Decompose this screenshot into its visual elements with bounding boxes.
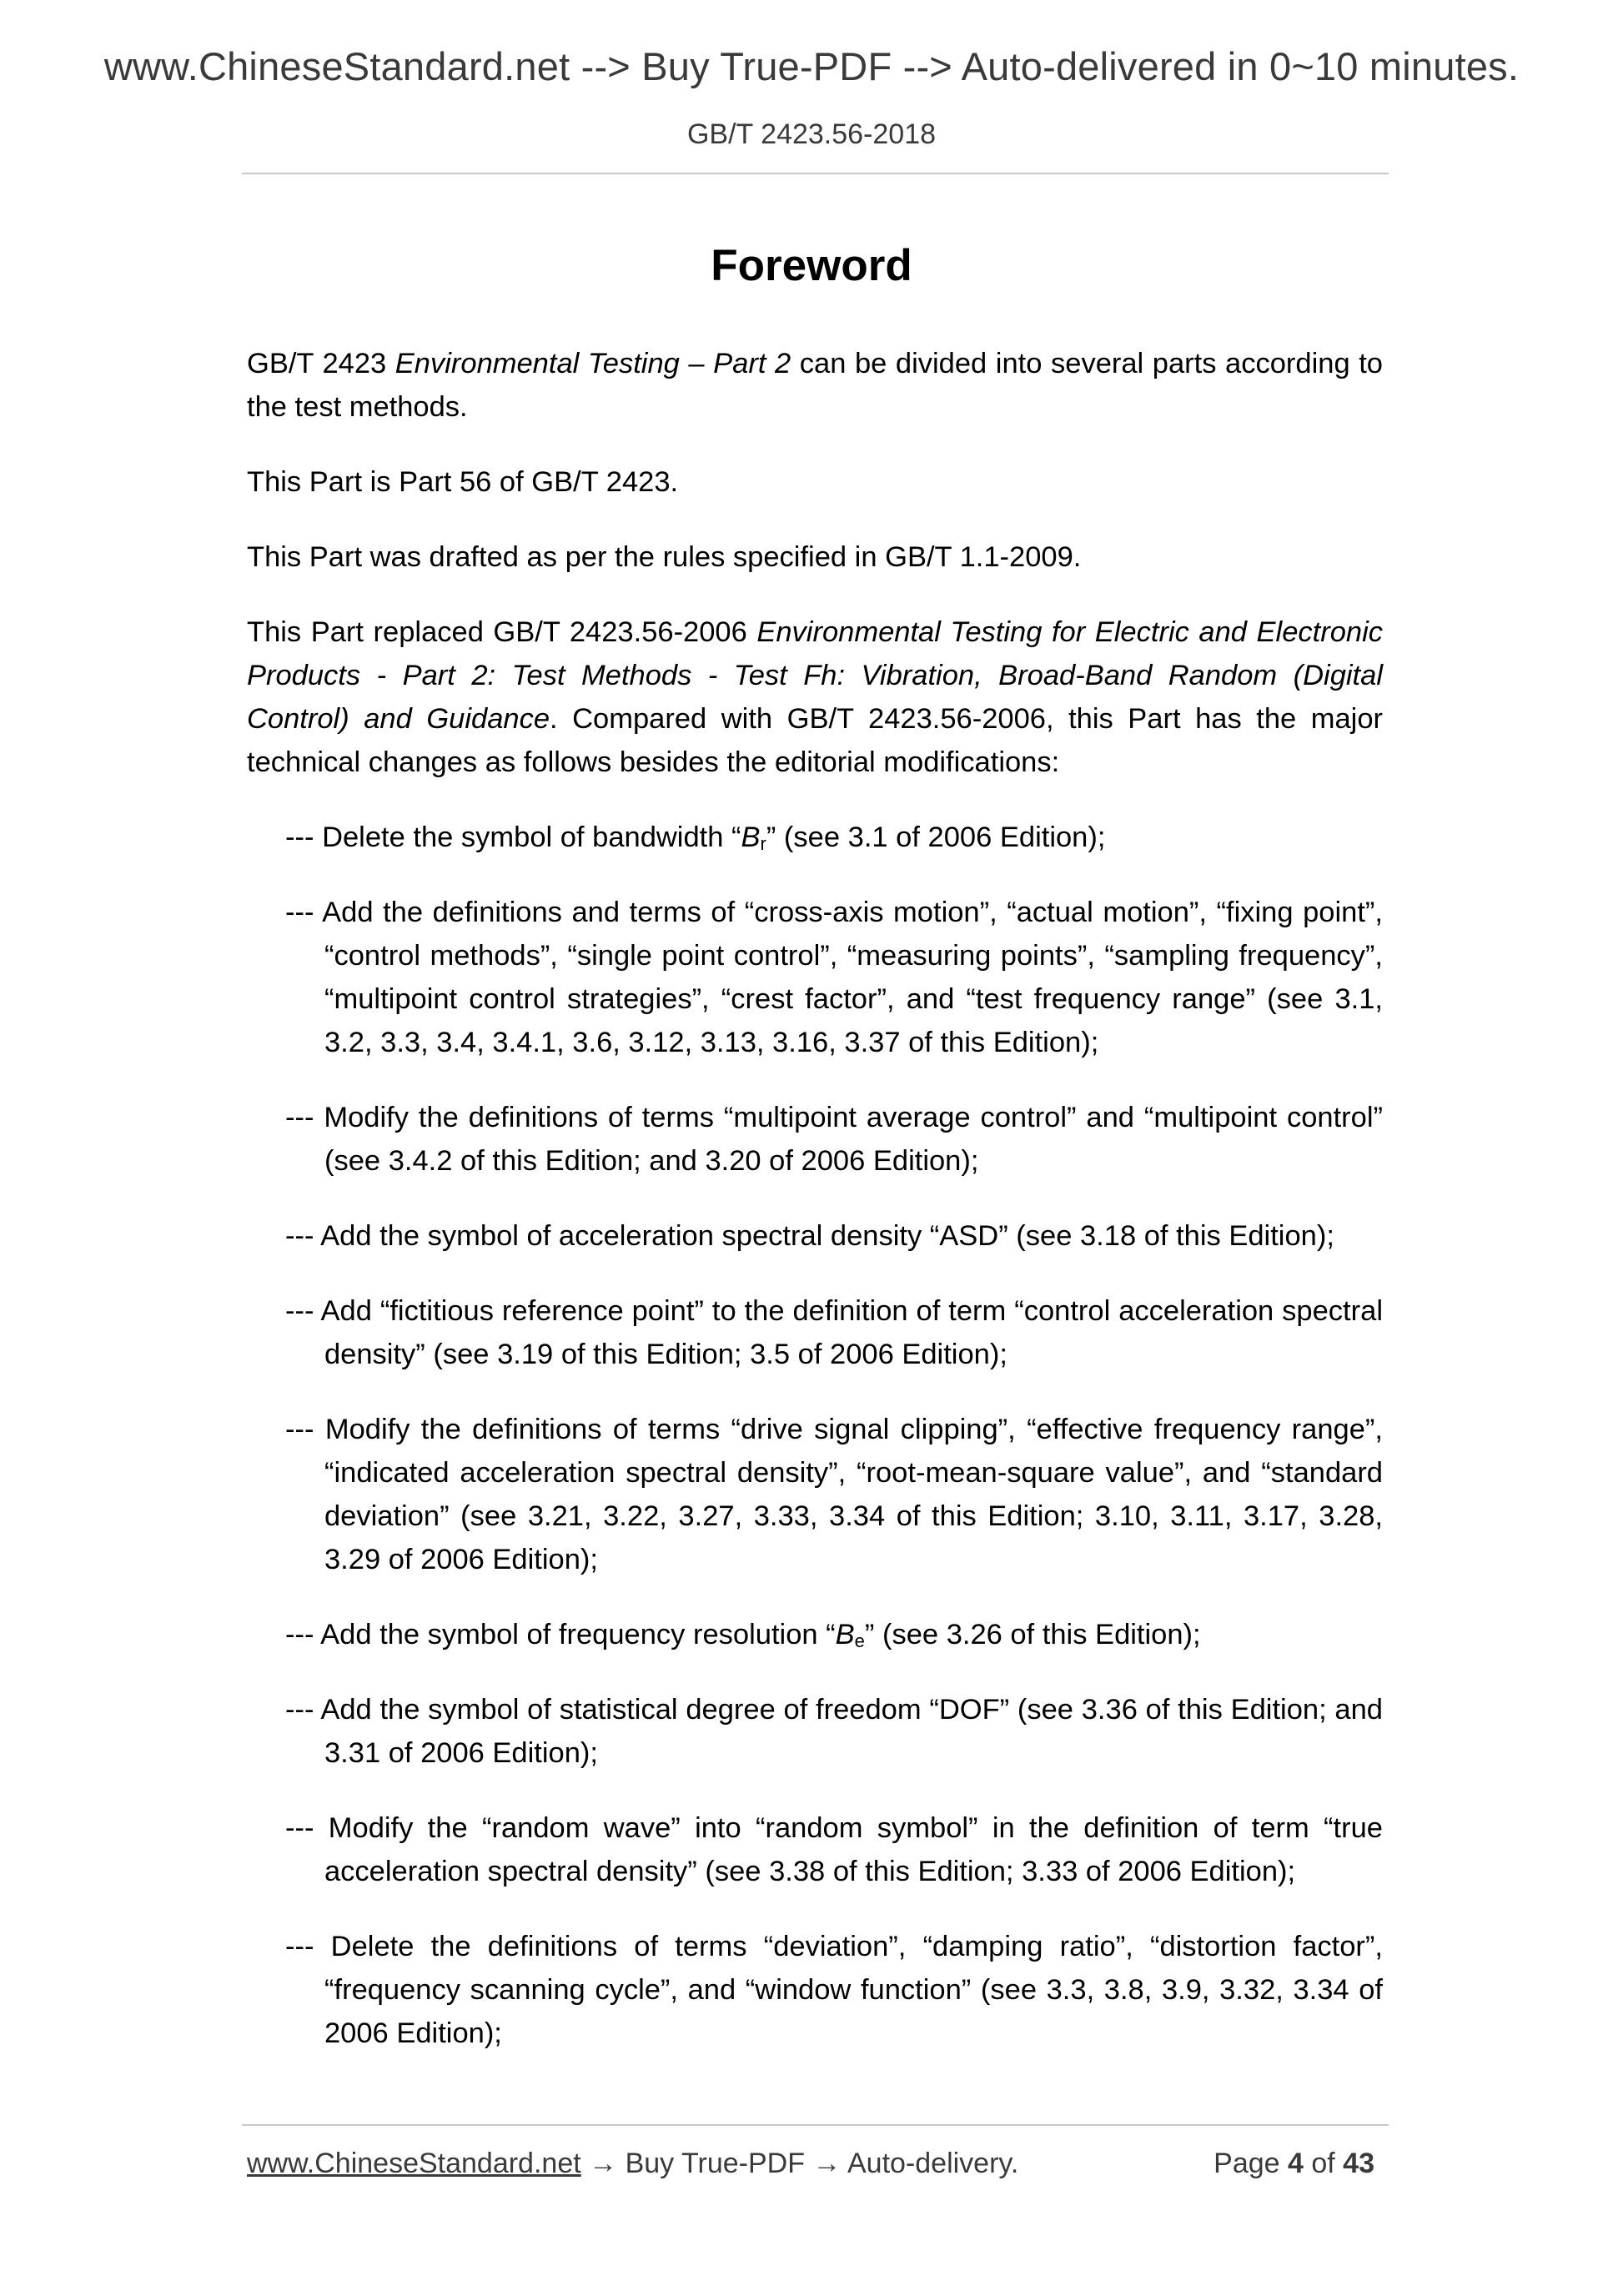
page-footer: [247, 2148, 1383, 2191]
footer-site-link[interactable]: www.ChineseStandard.net: [247, 2148, 581, 2179]
change-item: --- Delete the symbol of bandwidth “$B_r$” (see 3.1 of 2006 Edition);: [285, 821, 1106, 854]
paragraph-replacement: This Part replaced GB/T 2423.56-2006 Environmental Testing for Electric and Electronic Products - Part 2: Test Methods - Test Fh: Vibration, Broad-Band Random (Digital Control) and Guidance. Compared with GB/T 2423.56-2006, this Part has the major technical changes as follows besides the editorial modifications:: [247, 616, 1383, 778]
change-item: --- Add the symbol of statistical degree of freedom “DOF” (see 3.36 of this Edition; and 3.31 of 2006 Edition);: [285, 1694, 1383, 1769]
footer-promo: www.ChineseStandard.net → Buy True-PDF → Auto-delivery.: [247, 2148, 1019, 2179]
change-item: --- Modify the definitions of terms “drive signal clipping”, “effective frequency range”, “indicated acceleration spectral density”, “root-mean-square value”, and “standard deviation” (see 3.21, 3.22, 3.27, 3.33, 3.34 of this Edition; 3.10, 3.11, 3.17, 3.28, 3.29 of 2006 Edition);: [285, 1414, 1383, 1575]
banner-text: www.ChineseStandard.net --> Buy True-PDF --> Auto-delivered in 0~10 minutes.: [103, 44, 1520, 88]
change-item: --- Add the symbol of frequency resolution “$B_e$” (see 3.26 of this Edition);: [285, 1619, 1201, 1651]
paragraph-part-number: This Part is Part 56 of GB/T 2423.: [247, 466, 679, 498]
page-title: Foreword: [711, 241, 912, 290]
total-pages: 43: [1343, 2148, 1374, 2179]
change-item: --- Add the symbol of acceleration spectral density “ASD” (see 3.18 of this Edition);: [285, 1220, 1334, 1252]
footer-divider: [242, 2124, 1389, 2126]
current-page: 4: [1288, 2148, 1304, 2179]
change-item: --- Modify the “random wave” into “random symbol” in the definition of term “true acceleration spectral density” (see 3.38 of this Edition; 3.33 of 2006 Edition);: [285, 1812, 1383, 1887]
change-item: --- Add the definitions and terms of “cross-axis motion”, “actual motion”, “fixing point”, “control methods”, “single point control”, “measuring points”, “sampling frequency”, “multipoint control strategies”, “crest factor”, and “test frequency range” (see 3.1, 3.2, 3.3, 3.4, 3.4.1, 3.6, 3.12, 3.13, 3.16, 3.37 of this Edition);: [285, 897, 1383, 1058]
change-item: --- Modify the definitions of terms “multipoint average control” and “multipoint control” (see 3.4.2 of this Edition; and 3.20 of 2006 Edition);: [285, 1102, 1383, 1177]
document-id: GB/T 2423.56-2018: [686, 118, 937, 150]
change-item: --- Add “fictitious reference point” to the definition of term “control acceleration spectral density” (see 3.19 of this Edition; 3.5 of 2006 Edition);: [285, 1295, 1383, 1370]
foreword-body: [247, 342, 1383, 2087]
page-indicator: Page 4 of 43: [1213, 2148, 1374, 2179]
change-item: --- Delete the definitions of terms “deviation”, “damping ratio”, “distortion factor”, “frequency scanning cycle”, and “window function” (see 3.3, 3.8, 3.9, 3.32, 3.34 of 2006 Edition);: [285, 1931, 1383, 2049]
paragraph-drafting-rules: This Part was drafted as per the rules specified in GB/T 1.1-2009.: [247, 541, 1082, 573]
paragraph-intro: GB/T 2423 Environmental Testing – Part 2 can be divided into several parts according to the test methods.: [247, 348, 1383, 423]
header-divider: [242, 173, 1389, 174]
